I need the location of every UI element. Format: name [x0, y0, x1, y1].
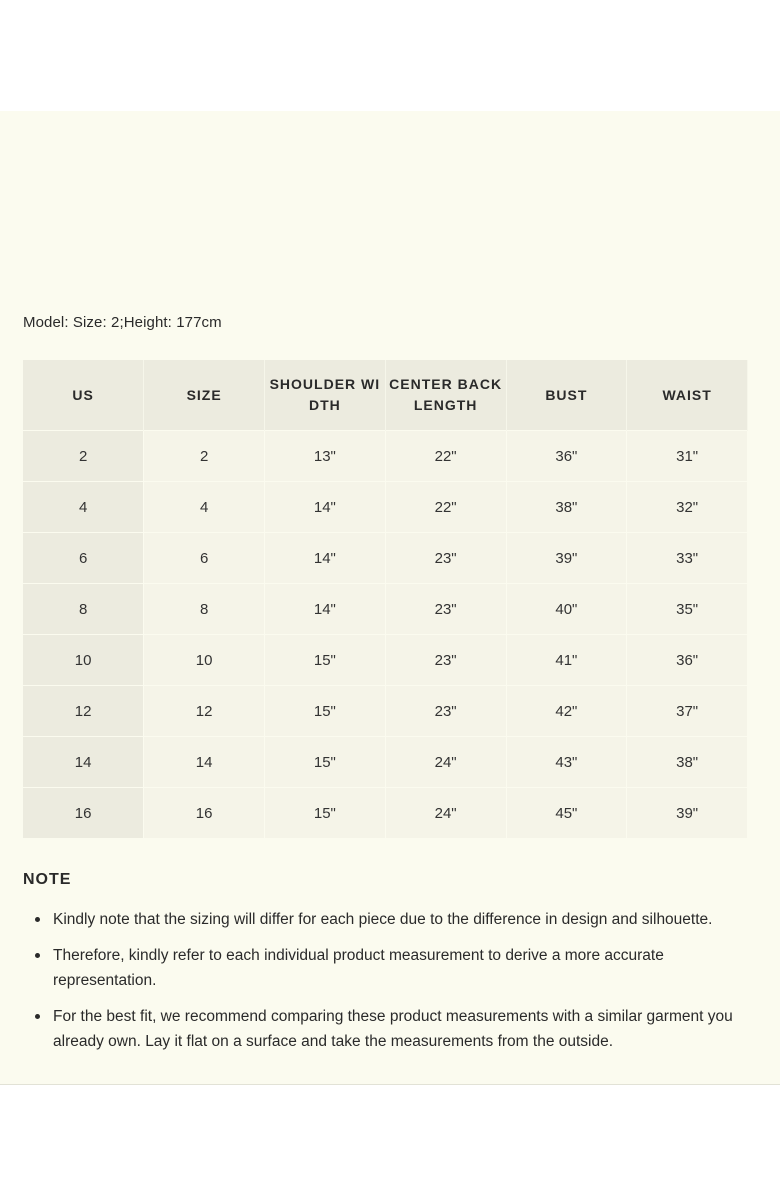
cell-shoulder-width: 14"	[265, 482, 386, 533]
cell-size: 4	[144, 482, 265, 533]
cell-us: 8	[23, 584, 144, 635]
column-header-waist: WAIST	[627, 360, 748, 431]
note-item: Therefore, kindly refer to each individual product measurement to derive a more accurate representation.	[53, 943, 748, 993]
cell-size: 12	[144, 686, 265, 737]
cell-bust: 42"	[506, 686, 627, 737]
cell-shoulder-width: 15"	[265, 788, 386, 839]
cell-us: 10	[23, 635, 144, 686]
cell-bust: 39"	[506, 533, 627, 584]
cell-waist: 33"	[627, 533, 748, 584]
cell-us: 2	[23, 431, 144, 482]
column-header-bust: BUST	[506, 360, 627, 431]
cell-center-back-length: 22"	[385, 482, 506, 533]
table-body	[23, 431, 748, 839]
column-header-center-back-length: CENTER BACK LENGTH	[385, 360, 506, 431]
cell-waist: 31"	[627, 431, 748, 482]
cell-bust: 43"	[506, 737, 627, 788]
table-row	[23, 686, 748, 737]
cell-us: 16	[23, 788, 144, 839]
table-row	[23, 788, 748, 839]
table-row	[23, 737, 748, 788]
cell-center-back-length: 24"	[385, 737, 506, 788]
cell-bust: 40"	[506, 584, 627, 635]
table-row	[23, 635, 748, 686]
model-info: Model: Size: 2;Height: 177cm	[23, 314, 222, 331]
cell-shoulder-width: 15"	[265, 686, 386, 737]
cell-waist: 32"	[627, 482, 748, 533]
table-row	[23, 584, 748, 635]
cell-shoulder-width: 14"	[265, 533, 386, 584]
cell-size: 2	[144, 431, 265, 482]
cell-shoulder-width: 15"	[265, 737, 386, 788]
cell-center-back-length: 23"	[385, 533, 506, 584]
table-row	[23, 431, 748, 482]
cell-waist: 38"	[627, 737, 748, 788]
column-header-size: SIZE	[144, 360, 265, 431]
table-row	[23, 482, 748, 533]
cell-center-back-length: 23"	[385, 584, 506, 635]
cell-shoulder-width: 13"	[265, 431, 386, 482]
cell-waist: 39"	[627, 788, 748, 839]
column-header-shoulder-width: SHOULDER WIDTH	[265, 360, 386, 431]
cell-us: 4	[23, 482, 144, 533]
size-guide-panel	[0, 111, 780, 1085]
table-header-row	[23, 360, 748, 431]
cell-size: 8	[144, 584, 265, 635]
size-chart-table	[23, 360, 748, 838]
cell-center-back-length: 24"	[385, 788, 506, 839]
cell-bust: 38"	[506, 482, 627, 533]
column-header-us: US	[23, 360, 144, 431]
note-item: Kindly note that the sizing will differ for each piece due to the difference in design and silhouette.	[53, 907, 748, 932]
cell-us: 6	[23, 533, 144, 584]
cell-center-back-length: 22"	[385, 431, 506, 482]
cell-bust: 45"	[506, 788, 627, 839]
cell-waist: 37"	[627, 686, 748, 737]
cell-bust: 36"	[506, 431, 627, 482]
table-row	[23, 533, 748, 584]
cell-us: 12	[23, 686, 144, 737]
cell-bust: 41"	[506, 635, 627, 686]
note-list	[23, 907, 748, 1065]
cell-center-back-length: 23"	[385, 686, 506, 737]
cell-shoulder-width: 14"	[265, 584, 386, 635]
cell-center-back-length: 23"	[385, 635, 506, 686]
cell-us: 14	[23, 737, 144, 788]
note-item: For the best fit, we recommend comparing these product measurements with a similar garment you already own. Lay it flat on a surface and take the measurements from the outside.	[53, 1004, 748, 1054]
cell-size: 10	[144, 635, 265, 686]
cell-waist: 35"	[627, 584, 748, 635]
note-title: NOTE	[23, 871, 72, 888]
cell-shoulder-width: 15"	[265, 635, 386, 686]
cell-size: 6	[144, 533, 265, 584]
cell-size: 14	[144, 737, 265, 788]
cell-waist: 36"	[627, 635, 748, 686]
cell-size: 16	[144, 788, 265, 839]
